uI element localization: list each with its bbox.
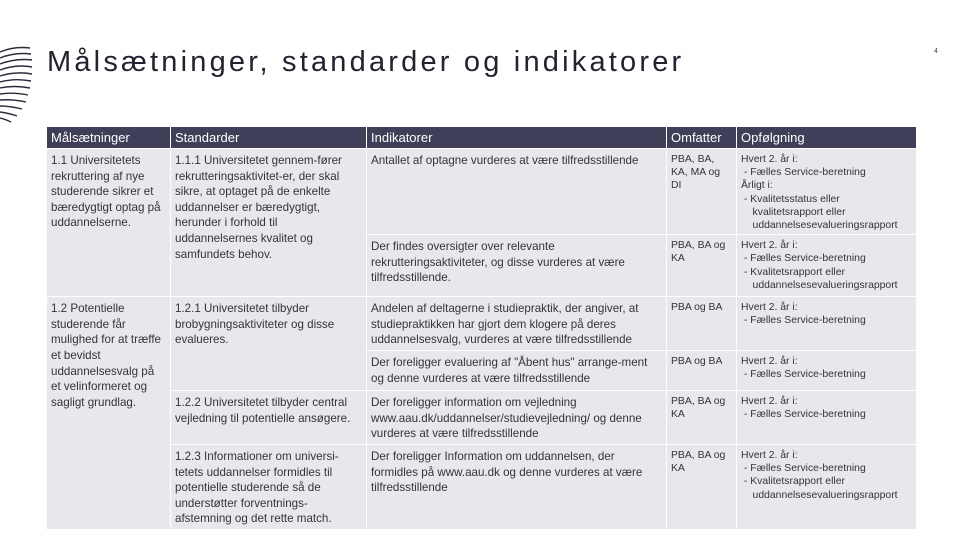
page-number: 4 bbox=[934, 48, 938, 55]
followup-cell bbox=[737, 351, 917, 391]
header-followup: Opfølgning bbox=[737, 127, 917, 149]
indicator-cell: Der foreligger evaluering af "Åbent hus" arrange-ment og denne vurderes at være tilfredsstillende bbox=[367, 351, 667, 391]
header-indicators: Indikatorer bbox=[367, 127, 667, 149]
standard-cell: 1.2.2 Universitetet tilbyder central vejledning til potentielle ansøgere. bbox=[171, 391, 367, 445]
header-goals: Målsætninger bbox=[47, 127, 171, 149]
goals-table bbox=[46, 126, 917, 530]
indicator-cell: Antallet af optagne vurderes at være tilfredsstillende bbox=[367, 149, 667, 235]
followup-line: - Fælles Service-beretning bbox=[741, 369, 866, 381]
indicator-cell: Andelen af deltagerne i studiepraktik, der angiver, at studiepraktikken har gjort dem klogere på deres uddannelsesvalg, vurderes at være tilfredsstillende bbox=[367, 297, 667, 351]
table-row bbox=[47, 391, 917, 445]
followup-line: Hvert 2. år i: bbox=[741, 450, 798, 461]
followup-cell bbox=[737, 297, 917, 351]
scope-cell: PBA, BA og KA bbox=[667, 445, 737, 530]
slide-title: Målsætninger, standarder og indikatorer bbox=[47, 46, 685, 78]
followup-line: - Fælles Service-beretning bbox=[741, 463, 866, 475]
followup-line: uddannelsesevalueringsrapport bbox=[741, 489, 898, 501]
followup-line: - Fælles Service-beretning bbox=[741, 253, 866, 265]
scope-cell: PBA og BA bbox=[667, 351, 737, 391]
standard-cell: 1.1.1 Universitetet gennem-fører rekrutteringsaktivitet-er, der skal sikre, at optaget på de enkelte uddannelser er bæredygtigt, herunder i forhold til uddannelsernes kvalitet og samfundets behov. bbox=[171, 149, 367, 297]
scope-cell: PBA, BA, KA, MA og DI bbox=[667, 149, 737, 235]
table-row bbox=[47, 297, 917, 351]
followup-line: kvalitetsrapport eller bbox=[741, 206, 846, 218]
goal-cell: 1.2 Potentielle studerende får mulighed for at træffe et bevidst uddannelsesvalg på et velinformeret og sagligt grundlag. bbox=[47, 297, 171, 530]
scope-cell: PBA, BA og KA bbox=[667, 391, 737, 445]
table-row bbox=[47, 149, 917, 235]
indicator-cell: Der foreligger information om vejledning www.aau.dk/uddannelser/studievejledning/ og denne vurderes at være tilfredsstillende bbox=[367, 391, 667, 445]
indicator-cell: Der foreligger Information om uddannelsen, der formidles på www.aau.dk og denne vurderes at være tilfredsstillende bbox=[367, 445, 667, 530]
standard-cell: 1.2.1 Universitetet tilbyder brobygningsaktiviteter og disse evalueres. bbox=[171, 297, 367, 391]
followup-line: uddannelsesevalueringsrapport bbox=[741, 279, 898, 291]
header-standards: Standarder bbox=[171, 127, 367, 149]
followup-line: - Kvalitetsstatus eller bbox=[741, 193, 840, 205]
followup-line: Hvert 2. år i: bbox=[741, 356, 798, 367]
table-row bbox=[47, 445, 917, 530]
followup-cell bbox=[737, 445, 917, 530]
table-header-row bbox=[47, 127, 917, 149]
scope-cell: PBA, BA og KA bbox=[667, 235, 737, 297]
followup-line: uddannelsesevalueringsrapport bbox=[741, 220, 898, 232]
standard-cell: 1.2.3 Informationer om universi-tetets uddannelser formidles til potentielle studerende så de understøtter forventnings-afstemning og det rette match. bbox=[171, 445, 367, 530]
goal-cell: 1.1 Universitetets rekruttering af nye studerende sikrer et bæredygtigt optag på uddannelserne. bbox=[47, 149, 171, 297]
followup-line: - Fælles Service-beretning bbox=[741, 167, 866, 179]
followup-cell bbox=[737, 391, 917, 445]
followup-cell bbox=[737, 149, 917, 235]
indicator-cell: Der findes oversigter over relevante rekrutteringsaktiviteter, og disse vurderes at være tilfredsstillende. bbox=[367, 235, 667, 297]
scope-cell: PBA og BA bbox=[667, 297, 737, 351]
followup-line: Årligt i: bbox=[741, 180, 773, 192]
wave-lines-logo-icon bbox=[0, 44, 34, 128]
followup-line: Hvert 2. år i: bbox=[741, 240, 798, 252]
header-scope: Omfatter bbox=[667, 127, 737, 149]
followup-line: - Fælles Service-beretning bbox=[741, 315, 866, 327]
followup-line: Hvert 2. år i: bbox=[741, 154, 798, 165]
followup-line: - Kvalitetsrapport eller bbox=[741, 476, 845, 488]
followup-cell bbox=[737, 235, 917, 297]
followup-line: - Kvalitetsrapport eller bbox=[741, 266, 845, 278]
followup-line: Hvert 2. år i: bbox=[741, 396, 798, 407]
followup-line: - Fælles Service-beretning bbox=[741, 409, 866, 421]
followup-line: Hvert 2. år i: bbox=[741, 302, 798, 314]
